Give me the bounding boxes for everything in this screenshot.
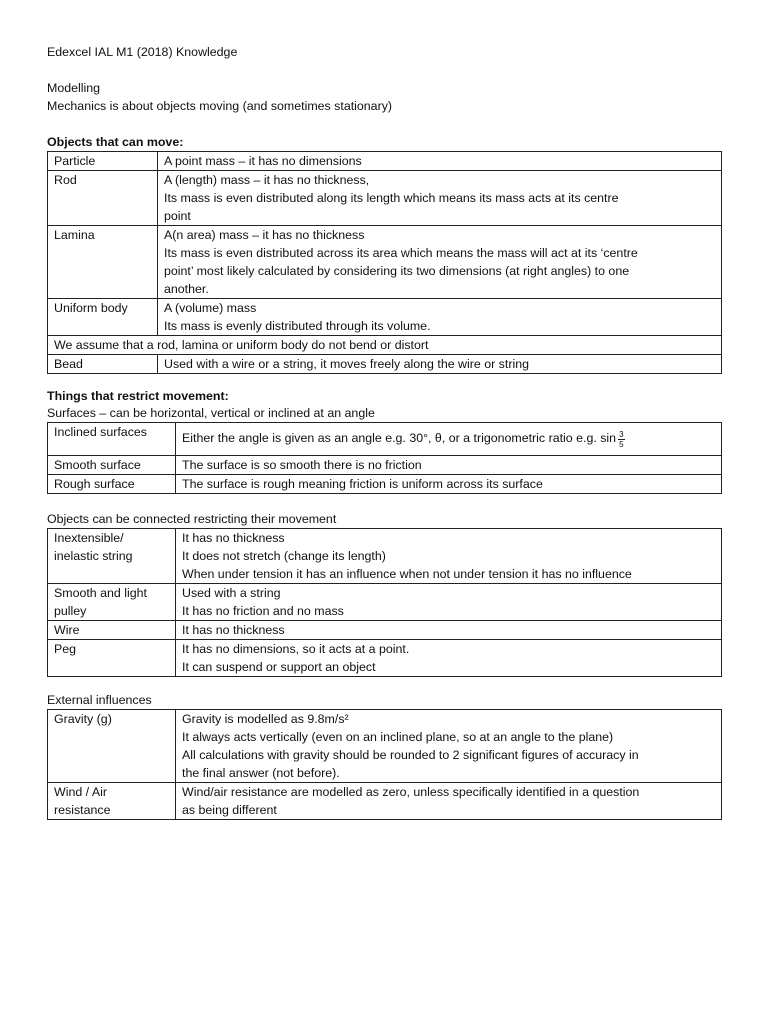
definition-line: Its mass is even distributed along its length which means its mass acts at its centre (164, 191, 619, 205)
table-row (48, 336, 722, 355)
surfaces-subheading: Surfaces – can be horizontal, vertical or inclined at an angle (47, 406, 375, 420)
term-cell: Bead (48, 355, 158, 374)
connected-table (47, 528, 722, 677)
definition-line: All calculations with gravity should be rounded to 2 significant figures of accuracy in (182, 748, 639, 762)
term-line: Inextensible/ (54, 531, 124, 545)
definition-cell (176, 783, 722, 820)
definition-line: the final answer (not before). (182, 766, 340, 780)
table-row (48, 529, 722, 584)
definition-line: Used with a string (182, 586, 281, 600)
section-heading-modelling: Modelling (47, 81, 101, 95)
definition-line: It has no friction and no mass (182, 604, 344, 618)
definition-cell (176, 529, 722, 584)
definition-line: It has no dimensions, so it acts at a point. (182, 642, 410, 656)
definition-line: Its mass is evenly distributed through its volume. (164, 319, 431, 333)
intro-text: Mechanics is about objects moving (and sometimes stationary) (47, 99, 393, 113)
term-cell: Inclined surfaces (48, 423, 176, 456)
term-cell (48, 710, 176, 783)
external-table (47, 709, 722, 820)
definition-line: It has no thickness (182, 531, 285, 545)
definition-line: When under tension it has an influence when not under tension it has no influence (182, 567, 632, 581)
definition-text: Either the angle is given as an angle e.g. 30°, θ, or a trigonometric ratio e.g. sin (182, 431, 617, 446)
term-line: pulley (54, 604, 87, 618)
definition-line: Its mass is even distributed across its area which means the mass will act at its ‘centre (164, 246, 638, 260)
definition-cell (158, 299, 722, 336)
term-cell: Smooth surface (48, 456, 176, 475)
definition-cell (158, 226, 722, 299)
definition-line: It has no thickness (182, 623, 285, 637)
term-cell: Lamina (48, 226, 158, 299)
definition-cell (176, 584, 722, 621)
definition-line: Wind/air resistance are modelled as zero, unless specifically identified in a question (182, 785, 640, 799)
definition-cell (176, 710, 722, 783)
term-cell: Rod (48, 171, 158, 226)
term-cell: Rough surface (48, 475, 176, 494)
table-row (48, 423, 722, 456)
definition-line: point (164, 209, 191, 223)
section-heading-objects: Objects that can move: (47, 135, 184, 149)
definition-cell (176, 621, 722, 640)
objects-table (47, 151, 722, 374)
definition-cell: The surface is so smooth there is no friction (176, 456, 722, 475)
surfaces-table (47, 422, 722, 494)
fraction-denominator: 5 (619, 439, 624, 449)
definition-line: Gravity is modelled as 9.8m/s² (182, 712, 349, 726)
table-row (48, 640, 722, 677)
definition-line: It can suspend or support an object (182, 660, 376, 674)
table-row (48, 710, 722, 783)
definition-cell (176, 640, 722, 677)
term-line: Wire (54, 623, 80, 637)
definition-cell (176, 423, 722, 456)
definition-cell (158, 355, 722, 374)
definition-line: point’ most likely calculated by considering its two dimensions (at right angles) to one (164, 264, 630, 278)
term-line: Gravity (g) (54, 712, 112, 726)
table-row (48, 226, 722, 299)
definition-cell (158, 152, 722, 171)
assumption-cell: We assume that a rod, lamina or uniform body do not bend or distort (48, 336, 722, 355)
definition-line: another. (164, 282, 209, 296)
term-cell (48, 584, 176, 621)
definition-line: as being different (182, 803, 277, 817)
definition-line: A point mass – it has no dimensions (164, 154, 362, 168)
term-cell (48, 621, 176, 640)
table-row (48, 475, 722, 494)
table-row (48, 171, 722, 226)
term-cell (48, 783, 176, 820)
table-row (48, 355, 722, 374)
term-cell (48, 640, 176, 677)
table-row (48, 621, 722, 640)
table-row (48, 152, 722, 171)
definition-line: A(n area) mass – it has no thickness (164, 228, 365, 242)
section-heading-external: External influences (47, 693, 152, 707)
definition-cell: The surface is rough meaning friction is uniform across its surface (176, 475, 722, 494)
definition-line: It always acts vertically (even on an inclined plane, so at an angle to the plane) (182, 730, 614, 744)
term-cell: Particle (48, 152, 158, 171)
document-title: Edexcel IAL M1 (2018) Knowledge (47, 45, 238, 59)
section-heading-connected: Objects can be connected restricting their movement (47, 512, 337, 526)
definition-line: A (length) mass – it has no thickness, (164, 173, 370, 187)
fraction (618, 430, 624, 449)
term-line: Wind / Air (54, 785, 108, 799)
term-line: Peg (54, 642, 77, 656)
table-row (48, 584, 722, 621)
definition-line: A (volume) mass (164, 301, 257, 315)
definition-line: Used with a wire or a string, it moves freely along the wire or string (164, 357, 529, 371)
table-row (48, 456, 722, 475)
fraction-numerator: 3 (619, 429, 624, 439)
term-line: inelastic string (54, 549, 133, 563)
definition-line: It does not stretch (change its length) (182, 549, 386, 563)
term-cell: Uniform body (48, 299, 158, 336)
term-cell (48, 529, 176, 584)
table-row (48, 783, 722, 820)
term-line: resistance (54, 803, 111, 817)
table-row (48, 299, 722, 336)
term-line: Smooth and light (54, 586, 147, 600)
section-heading-restrict: Things that restrict movement: (47, 389, 229, 403)
definition-cell (158, 171, 722, 226)
